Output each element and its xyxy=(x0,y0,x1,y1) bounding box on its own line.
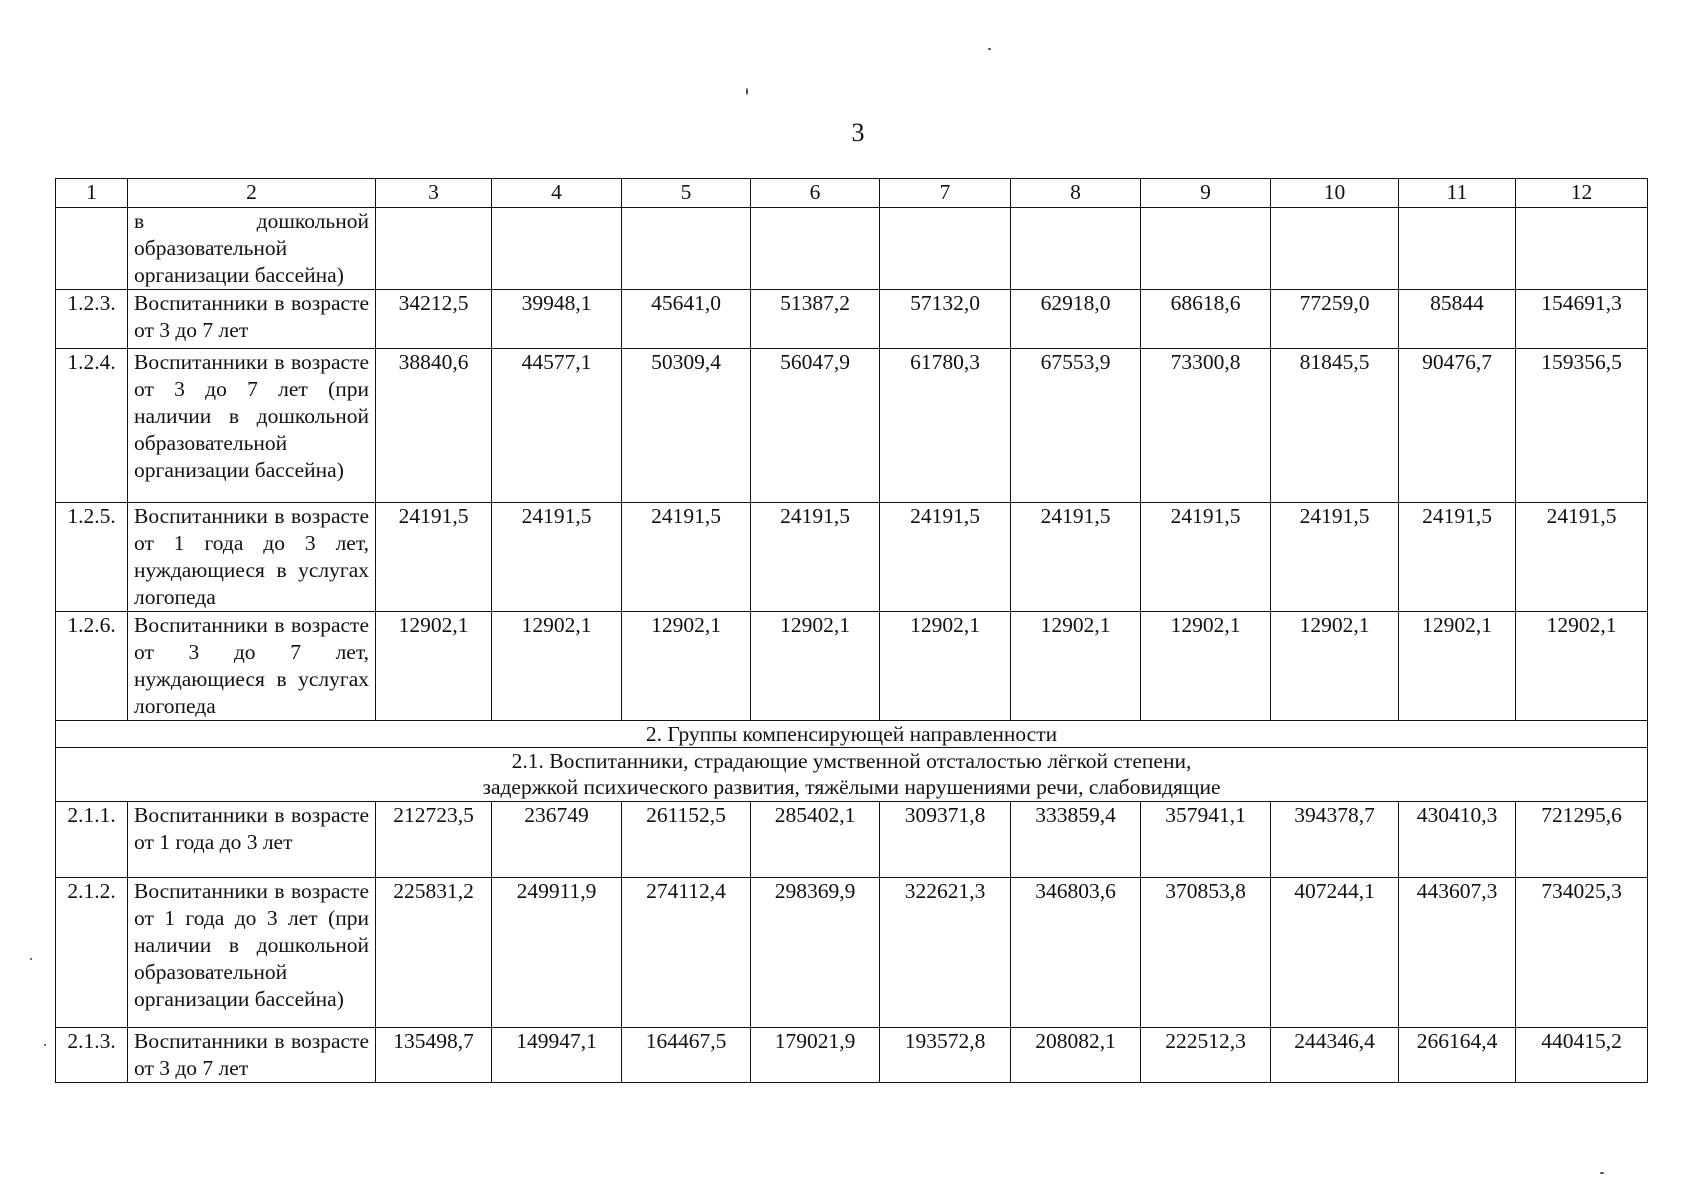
cell-col-7: 309371,8 xyxy=(880,802,1011,878)
cell-col-9: 24191,5 xyxy=(1141,503,1271,612)
cell-col-7 xyxy=(880,208,1011,290)
cell-col-3: 212723,5 xyxy=(376,802,492,878)
cell-col-3: 135498,7 xyxy=(376,1028,492,1083)
row-description: Воспитанники в возрасте от 1 года до 3 лет xyxy=(128,802,376,878)
cell-col-6: 51387,2 xyxy=(751,290,880,349)
column-number-3: 3 xyxy=(376,179,492,208)
cell-col-12: 734025,3 xyxy=(1516,878,1648,1028)
row-number: 2.1.3. xyxy=(56,1028,128,1083)
row-number: 2.1.2. xyxy=(56,878,128,1028)
row-number: 1.2.4. xyxy=(56,349,128,503)
column-number-4: 4 xyxy=(492,179,622,208)
cell-col-3: 34212,5 xyxy=(376,290,492,349)
cell-col-11: 266164,4 xyxy=(1399,1028,1516,1083)
cell-col-4: 39948,1 xyxy=(492,290,622,349)
cell-col-12: 12902,1 xyxy=(1516,612,1648,721)
cell-col-10: 24191,5 xyxy=(1271,503,1399,612)
scan-speck xyxy=(988,48,991,50)
row-description: Воспитанники в возрасте от 3 до 7 лет xyxy=(128,290,376,349)
cell-col-7: 12902,1 xyxy=(880,612,1011,721)
cell-col-4 xyxy=(492,208,622,290)
cell-col-9: 370853,8 xyxy=(1141,878,1271,1028)
cell-col-6: 24191,5 xyxy=(751,503,880,612)
cell-col-9: 222512,3 xyxy=(1141,1028,1271,1083)
cell-col-11: 24191,5 xyxy=(1399,503,1516,612)
cell-col-7: 57132,0 xyxy=(880,290,1011,349)
column-number-6: 6 xyxy=(751,179,880,208)
tariff-table xyxy=(55,178,1648,1083)
cell-col-3: 12902,1 xyxy=(376,612,492,721)
column-number-1: 1 xyxy=(56,179,128,208)
table-row xyxy=(56,349,1648,503)
cell-col-6: 56047,9 xyxy=(751,349,880,503)
subsection-title-line: 2.1. Воспитанники, страдающие умственной отсталостью лёгкой степени, xyxy=(511,749,1192,773)
cell-col-5: 261152,5 xyxy=(622,802,751,878)
table-row xyxy=(56,878,1648,1028)
cell-col-9: 12902,1 xyxy=(1141,612,1271,721)
cell-col-11: 12902,1 xyxy=(1399,612,1516,721)
cell-col-3: 38840,6 xyxy=(376,349,492,503)
table-row xyxy=(56,612,1648,721)
cell-col-10 xyxy=(1271,208,1399,290)
section-title: 2. Группы компенсирующей направленности xyxy=(56,721,1648,748)
subsection-title-line: задержкой психического развития, тяжёлыми нарушениями речи, слабовидящие xyxy=(482,775,1221,799)
cell-col-8 xyxy=(1011,208,1141,290)
subsection-title xyxy=(56,748,1648,802)
table-row xyxy=(56,503,1648,612)
cell-col-5: 164467,5 xyxy=(622,1028,751,1083)
cell-col-6: 285402,1 xyxy=(751,802,880,878)
column-number-11: 11 xyxy=(1399,179,1516,208)
cell-col-3: 225831,2 xyxy=(376,878,492,1028)
cell-col-9: 73300,8 xyxy=(1141,349,1271,503)
cell-col-12: 159356,5 xyxy=(1516,349,1648,503)
cell-col-4: 44577,1 xyxy=(492,349,622,503)
cell-col-10: 12902,1 xyxy=(1271,612,1399,721)
cell-col-5 xyxy=(622,208,751,290)
cell-col-12 xyxy=(1516,208,1648,290)
cell-col-8: 12902,1 xyxy=(1011,612,1141,721)
row-number: 1.2.3. xyxy=(56,290,128,349)
table-row xyxy=(56,1028,1648,1083)
page-number: 3 xyxy=(851,118,865,147)
cell-col-8: 208082,1 xyxy=(1011,1028,1141,1083)
row-description: в дошкольной образовательной организации бассейна) xyxy=(128,208,376,290)
column-number-5: 5 xyxy=(622,179,751,208)
row-description: Воспитанники в возрасте от 3 до 7 лет, нуждающиеся в услугах логопеда xyxy=(128,612,376,721)
row-description: Воспитанники в возрасте от 1 года до 3 лет, нуждающиеся в услугах логопеда xyxy=(128,503,376,612)
cell-col-8: 333859,4 xyxy=(1011,802,1141,878)
row-description: Воспитанники в возрасте от 1 года до 3 лет (при наличии в дошкольной образовательной организации бассейна) xyxy=(128,878,376,1028)
cell-col-9 xyxy=(1141,208,1271,290)
cell-col-4: 236749 xyxy=(492,802,622,878)
cell-col-11 xyxy=(1399,208,1516,290)
table-row xyxy=(56,802,1648,878)
cell-col-3: 24191,5 xyxy=(376,503,492,612)
cell-col-12: 440415,2 xyxy=(1516,1028,1648,1083)
row-number xyxy=(56,208,128,290)
cell-col-5: 12902,1 xyxy=(622,612,751,721)
cell-col-5: 24191,5 xyxy=(622,503,751,612)
row-number: 1.2.6. xyxy=(56,612,128,721)
cell-col-5: 274112,4 xyxy=(622,878,751,1028)
cell-col-11: 430410,3 xyxy=(1399,802,1516,878)
cell-col-4: 249911,9 xyxy=(492,878,622,1028)
cell-col-10: 77259,0 xyxy=(1271,290,1399,349)
cell-col-11: 443607,3 xyxy=(1399,878,1516,1028)
cell-col-9: 68618,6 xyxy=(1141,290,1271,349)
cell-col-10: 244346,4 xyxy=(1271,1028,1399,1083)
cell-col-10: 407244,1 xyxy=(1271,878,1399,1028)
cell-col-8: 24191,5 xyxy=(1011,503,1141,612)
cell-col-9: 357941,1 xyxy=(1141,802,1271,878)
cell-col-6: 12902,1 xyxy=(751,612,880,721)
cell-col-4: 149947,1 xyxy=(492,1028,622,1083)
cell-col-3 xyxy=(376,208,492,290)
table-row xyxy=(56,208,1648,290)
cell-col-4: 12902,1 xyxy=(492,612,622,721)
row-number: 1.2.5. xyxy=(56,503,128,612)
table-row xyxy=(56,290,1648,349)
row-description: Воспитанники в возрасте от 3 до 7 лет (при наличии в дошкольной образовательной организации бассейна) xyxy=(128,349,376,503)
subsection-row xyxy=(56,748,1648,802)
column-number-12: 12 xyxy=(1516,179,1648,208)
scan-speck xyxy=(746,88,748,95)
cell-col-12: 24191,5 xyxy=(1516,503,1648,612)
scan-speck xyxy=(30,958,32,960)
cell-col-6: 298369,9 xyxy=(751,878,880,1028)
cell-col-8: 67553,9 xyxy=(1011,349,1141,503)
cell-col-5: 45641,0 xyxy=(622,290,751,349)
section-row xyxy=(56,721,1648,748)
column-number-8: 8 xyxy=(1011,179,1141,208)
cell-col-4: 24191,5 xyxy=(492,503,622,612)
cell-col-11: 90476,7 xyxy=(1399,349,1516,503)
cell-col-5: 50309,4 xyxy=(622,349,751,503)
cell-col-8: 346803,6 xyxy=(1011,878,1141,1028)
cell-col-11: 85844 xyxy=(1399,290,1516,349)
cell-col-6: 179021,9 xyxy=(751,1028,880,1083)
scan-speck xyxy=(44,1044,46,1046)
cell-col-6 xyxy=(751,208,880,290)
cell-col-7: 61780,3 xyxy=(880,349,1011,503)
column-number-2: 2 xyxy=(128,179,376,208)
cell-col-10: 81845,5 xyxy=(1271,349,1399,503)
scan-speck xyxy=(1600,1172,1604,1174)
cell-col-12: 721295,6 xyxy=(1516,802,1648,878)
row-description: Воспитанники в возрасте от 3 до 7 лет xyxy=(128,1028,376,1083)
cell-col-7: 322621,3 xyxy=(880,878,1011,1028)
cell-col-10: 394378,7 xyxy=(1271,802,1399,878)
column-number-7: 7 xyxy=(880,179,1011,208)
table-body xyxy=(56,208,1648,1083)
column-number-row xyxy=(56,179,1648,208)
cell-col-7: 24191,5 xyxy=(880,503,1011,612)
cell-col-8: 62918,0 xyxy=(1011,290,1141,349)
cell-col-7: 193572,8 xyxy=(880,1028,1011,1083)
column-number-10: 10 xyxy=(1271,179,1399,208)
cell-col-12: 154691,3 xyxy=(1516,290,1648,349)
column-number-9: 9 xyxy=(1141,179,1271,208)
row-number: 2.1.1. xyxy=(56,802,128,878)
